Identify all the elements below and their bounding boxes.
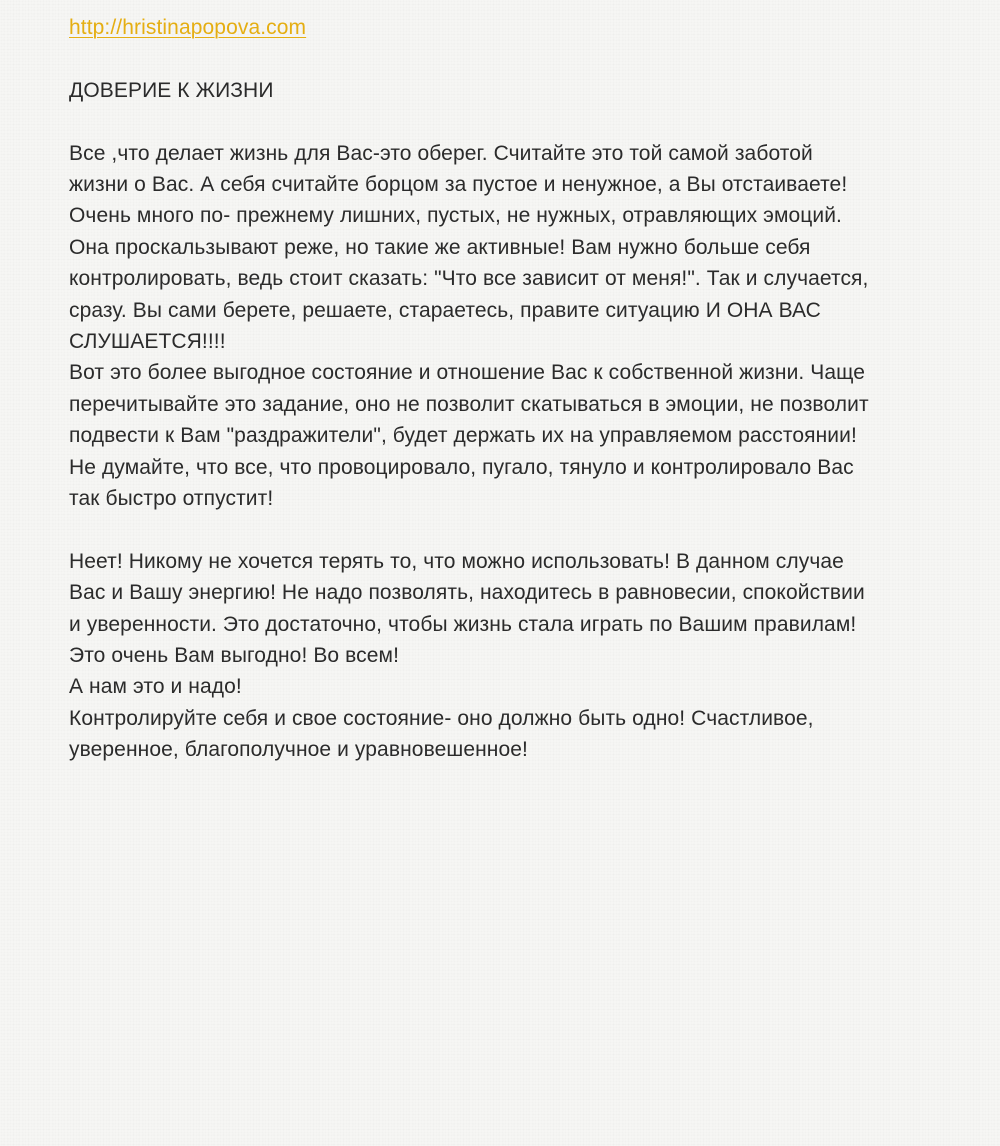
paragraph-1-line: контролировать, ведь стоит сказать: "Что все зависит от меня!". Так и случается,	[69, 267, 869, 291]
paragraph-1-line: СЛУШАЕТСЯ!!!!	[69, 330, 226, 354]
empty-line	[69, 514, 969, 545]
paragraph-1-line: Все ,что делает жизнь для Вас-это оберег. Считайте это той самой заботой	[69, 141, 813, 165]
paragraph-1-line: Она проскальзывают реже, но такие же активные! Вам нужно больше себя	[69, 235, 811, 259]
paragraph-2-line: Контролируйте себя и свое состояние- оно должно быть одно! Счастливое,	[69, 706, 814, 730]
paragraph-2-line: Вас и Вашу энергию! Не надо позволять, находитесь в равновесии, спокойствии	[69, 581, 865, 605]
paragraph-2-line: Это очень Вам выгодно! Во всем!	[69, 644, 400, 668]
website-link[interactable]: http://hristinapopova.com	[69, 16, 307, 39]
paragraph-2-line: уверенное, благополучное и уравновешенное!	[69, 738, 528, 762]
paragraph-1-line: Вот это более выгодное состояние и отношение Вас к собственной жизни. Чаще	[69, 361, 866, 385]
paragraph-1-line: подвести к Вам "раздражители", будет держать их на управляемом расстоянии!	[69, 424, 857, 448]
note-title: ДОВЕРИЕ К ЖИЗНИ	[69, 78, 274, 102]
empty-line	[69, 43, 969, 74]
paragraph-1-line: жизни о Вас. А себя считайте борцом за пустое и ненужное, а Вы отстаиваете!	[69, 173, 848, 196]
paragraph-1-line: так быстро отпустит!	[69, 487, 274, 511]
paragraph-2-line: А нам это и надо!	[69, 675, 242, 699]
note-body[interactable]	[69, 12, 969, 766]
paragraph-2-line: Неет! Никому не хочется терять то, что можно использовать! В данном случае	[69, 549, 844, 573]
paragraph-1-line: сразу. Вы сами берете, решаете, стараетесь, правите ситуацию И ОНА ВАС	[69, 298, 821, 322]
paragraph-2-line: и уверенности. Это достаточно, чтобы жизнь стала играть по Вашим правилам!	[69, 612, 857, 636]
paragraph-1-line: Не думайте, что все, что провоцировало, пугало, тянуло и контролировало Вас	[69, 455, 854, 479]
paragraph-1-line: перечитывайте это задание, оно не позволит скатываться в эмоции, не позволит	[69, 392, 869, 416]
paragraph-1-line: Очень много по- прежнему лишних, пустых, не нужных, отравляющих эмоций.	[69, 204, 842, 228]
empty-line	[69, 106, 969, 137]
